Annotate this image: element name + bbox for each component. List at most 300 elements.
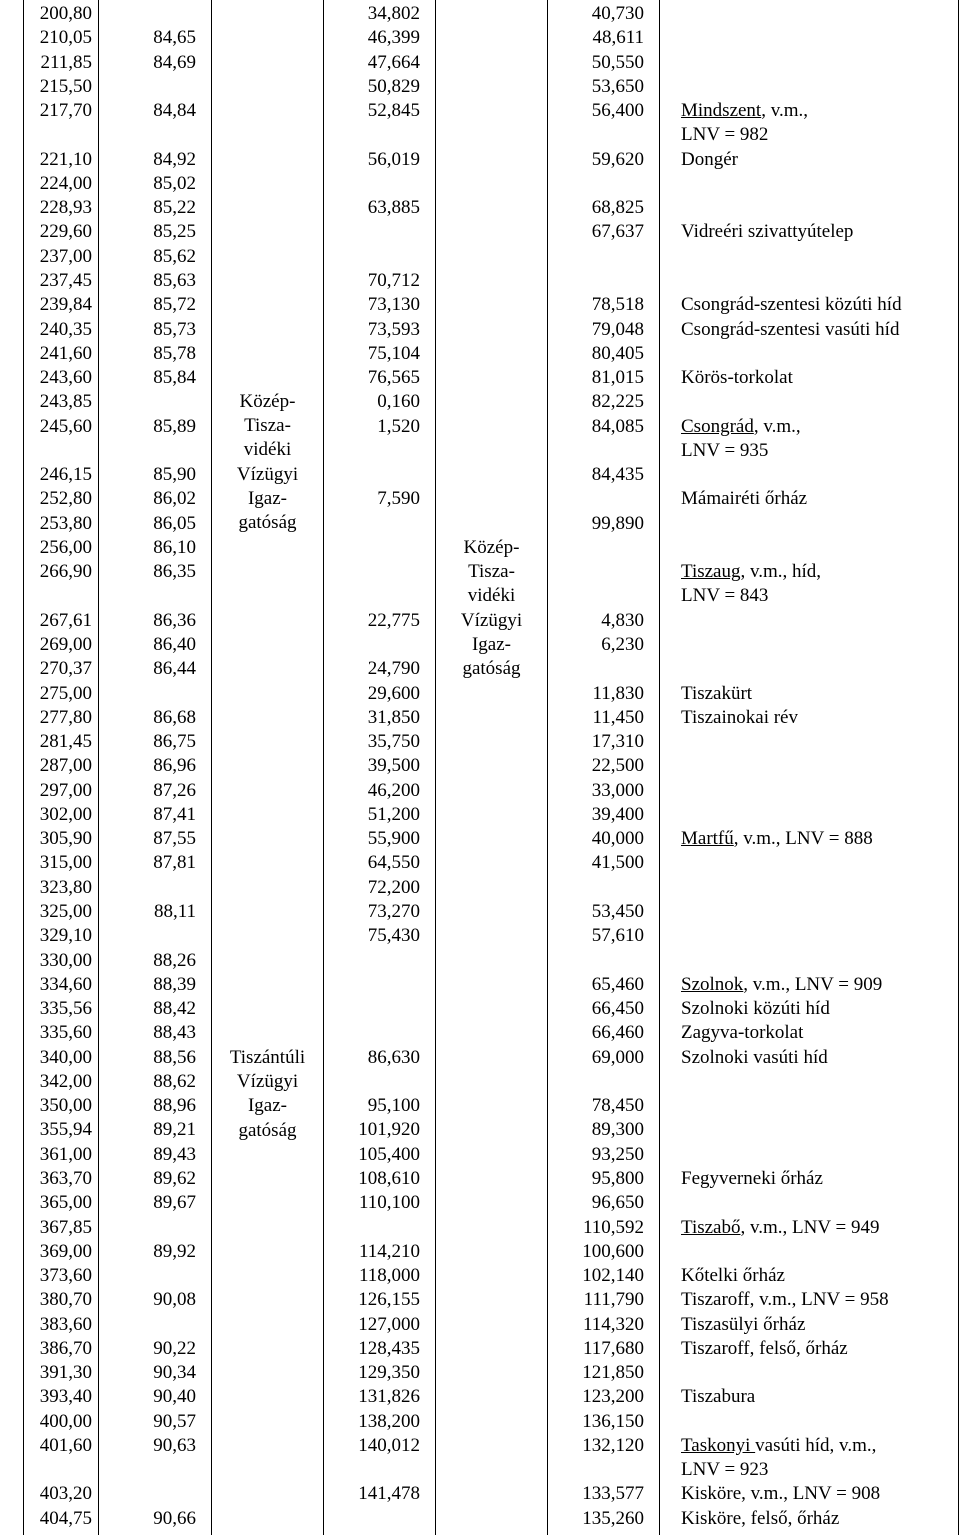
river-km-cell: 369,00 [39,1240,92,1262]
org-line: Igaz- [471,633,512,655]
section-km-cell: 131,826 [358,1386,420,1408]
river-km-cell: 367,85 [39,1216,92,1238]
note-text: Kisköre, v.m., LNV = 908 [681,1483,881,1505]
section-km-cell: 22,775 [367,609,420,631]
settlement-name: Tiszabő [681,1216,741,1238]
note-text: LNV = 843 [681,585,769,607]
table-row [0,1458,960,1482]
section2-km-cell: 59,620 [591,148,644,170]
section-km-cell: 55,900 [367,828,420,850]
river-km-cell: 330,00 [39,949,92,971]
settlement-name: Tiszaug [681,561,741,583]
water-level-cell: 85,72 [153,294,196,316]
settlement-name: Szolnok [681,973,744,995]
water-level-cell: 89,21 [153,1119,196,1141]
table-row [0,318,960,342]
section2-km-cell: 80,405 [591,342,644,364]
river-km-cell: 355,94 [39,1119,92,1141]
water-level-cell: 88,56 [153,1046,196,1068]
location-note-cell [681,1337,848,1361]
org-line: Vízügyi [460,609,523,631]
section2-km-cell: 41,500 [591,852,644,874]
note-text: Szolnoki közúti híd [681,998,830,1020]
river-km-cell: 228,93 [39,197,92,219]
water-level-cell: 85,73 [153,318,196,340]
table-row [0,1046,960,1070]
river-km-cell: 297,00 [39,779,92,801]
river-km-cell: 342,00 [39,1070,92,1092]
section-km-cell: 140,012 [358,1434,420,1456]
location-note-cell [681,1216,879,1240]
section2-km-cell: 89,300 [591,1119,644,1141]
river-km-cell: 246,15 [39,464,92,486]
table-row [0,172,960,196]
section-km-cell: 35,750 [367,731,420,753]
water-level-cell: 89,62 [153,1167,196,1189]
location-note-cell [681,1021,803,1045]
note-text: Dongér [681,148,738,170]
section2-km-cell: 111,790 [583,1289,644,1311]
note-text: vasúti híd, v.m., [755,1434,877,1456]
section-km-cell: 127,000 [358,1313,420,1335]
note-text: Kisköre, felső, őrház [681,1507,840,1529]
table-row [0,439,960,463]
location-note-cell [681,487,807,511]
table-row [0,1191,960,1215]
table-row [0,366,960,390]
river-km-cell: 401,60 [39,1434,92,1456]
section2-km-cell: 53,650 [591,75,644,97]
river-km-cell: 211,85 [40,51,92,73]
table-row [0,803,960,827]
river-km-cell: 340,00 [39,1046,92,1068]
table-row [0,1118,960,1142]
section-km-cell: 47,664 [367,51,420,73]
section2-km-cell: 69,000 [591,1046,644,1068]
river-km-cell: 287,00 [39,755,92,777]
section-km-cell: 7,590 [377,488,420,510]
section-km-cell: 86,630 [367,1046,420,1068]
table-row [0,245,960,269]
river-km-cell: 215,50 [39,75,92,97]
section2-km-cell: 68,825 [591,197,644,219]
section2-km-cell: 133,577 [582,1483,644,1505]
location-note-cell [681,1167,823,1191]
org-line: Tisza- [468,561,515,583]
section-km-cell: 138,200 [358,1410,420,1432]
note-text: , v.m., LNV = 949 [740,1216,880,1238]
org-line: Tisza- [244,415,291,437]
section2-km-cell: 67,637 [591,221,644,243]
section-km-cell: 108,610 [358,1167,420,1189]
section2-km-cell: 17,310 [591,731,644,753]
note-text: , v.m., [753,415,801,437]
section2-km-cell: 84,435 [591,464,644,486]
table-row [0,1482,960,1506]
river-km-cell: 221,10 [39,148,92,170]
section-km-cell: 46,200 [367,779,420,801]
water-level-cell: 89,92 [153,1240,196,1262]
section2-km-cell: 84,085 [591,415,644,437]
water-level-cell: 88,43 [153,1022,196,1044]
org-line: Igaz- [247,487,288,509]
water-level-cell: 90,34 [153,1362,196,1384]
river-km-cell: 275,00 [39,682,92,704]
location-note-cell [681,220,853,244]
table-row [0,1240,960,1264]
section2-km-cell: 100,600 [582,1240,644,1262]
water-level-cell: 84,69 [153,51,196,73]
location-note-cell [681,148,738,172]
location-note-cell [681,1046,828,1070]
table-row [0,1021,960,1045]
river-km-cell: 266,90 [39,561,92,583]
table-row [0,1070,960,1094]
location-note-cell [681,318,899,342]
table-row [0,415,960,439]
org-line: Közép- [239,391,296,412]
river-km-cell: 252,80 [39,488,92,510]
table-row [0,75,960,99]
river-km-cell: 281,45 [39,731,92,753]
river-km-cell: 217,70 [39,100,92,122]
section2-km-cell: 81,015 [591,367,644,389]
section2-km-cell: 110,592 [582,1216,644,1238]
water-level-cell: 85,25 [153,221,196,243]
table-row [0,730,960,754]
river-km-cell: 335,56 [39,998,92,1020]
table-row [0,1313,960,1337]
table-row [0,2,960,26]
section-km-cell: 114,210 [358,1240,420,1262]
location-note-cell [681,682,752,706]
section-km-cell: 50,829 [367,75,420,97]
section2-km-cell: 66,460 [591,1022,644,1044]
water-level-cell: 84,92 [153,148,196,170]
note-text: , v.m., LNV = 909 [743,973,883,995]
water-level-cell: 89,43 [153,1143,196,1165]
river-km-cell: 237,00 [39,245,92,267]
water-level-cell: 86,75 [153,731,196,753]
table-row [0,269,960,293]
settlement-name: Taskonyi [681,1434,756,1456]
table-row [0,1337,960,1361]
org-line: Tiszántúli [229,1047,306,1068]
table-row [0,390,960,414]
section2-km-cell: 123,200 [582,1386,644,1408]
river-km-cell: 325,00 [39,900,92,922]
table-row [0,26,960,50]
river-km-cell: 256,00 [39,536,92,558]
section2-km-cell: 40,730 [591,3,644,24]
section2-km-cell: 33,000 [591,779,644,801]
note-text: Tiszakürt [681,682,753,704]
org-label-kozep-tisza-2 [436,536,547,681]
org-line: vidéki [243,439,292,461]
settlement-name: Martfű [681,828,734,850]
river-km-cell: 350,00 [39,1095,92,1117]
water-level-cell: 88,39 [153,973,196,995]
location-note-cell [681,584,768,608]
water-level-cell: 85,62 [153,245,196,267]
location-note-cell [681,366,793,390]
section2-km-cell: 78,518 [591,294,644,316]
water-level-cell: 88,96 [153,1095,196,1117]
river-km-cell: 241,60 [39,342,92,364]
location-note-cell [681,415,801,439]
section-km-cell: 110,100 [358,1192,420,1214]
location-note-cell [681,1264,785,1288]
water-level-cell: 89,67 [153,1192,196,1214]
note-text: LNV = 923 [681,1459,769,1481]
table-row [0,924,960,948]
table-row [0,876,960,900]
river-km-cell: 224,00 [39,172,92,194]
river-km-cell: 323,80 [39,876,92,898]
location-note-cell [681,1507,839,1531]
river-km-cell: 267,61 [39,609,92,631]
section2-km-cell: 22,500 [591,755,644,777]
water-level-cell: 90,08 [153,1289,196,1311]
section2-km-cell: 114,320 [582,1313,644,1335]
section-km-cell: 63,885 [367,197,420,219]
river-km-cell: 329,10 [39,925,92,947]
section2-km-cell: 6,230 [601,634,644,656]
note-text: Tiszaroff, felső, őrház [681,1337,848,1359]
table-row [0,1385,960,1409]
water-level-cell: 88,42 [153,998,196,1020]
table-row [0,973,960,997]
water-level-cell: 84,84 [153,100,196,122]
water-level-cell: 84,65 [153,27,196,49]
section2-km-cell: 53,450 [591,900,644,922]
note-text: Csongrád-szentesi közúti híd [681,294,902,316]
section-km-cell: 46,399 [367,27,420,49]
table-row [0,779,960,803]
water-level-cell: 86,05 [153,512,196,534]
table-row [0,1094,960,1118]
org-line: Igaz- [247,1095,288,1117]
org-label-kozep-tisza-1 [212,390,323,535]
water-level-cell: 85,02 [153,172,196,194]
river-km-cell: 305,90 [39,828,92,850]
table-row [0,196,960,220]
water-level-cell: 86,36 [153,609,196,631]
section-km-cell: 126,155 [358,1289,420,1311]
table-row [0,1216,960,1240]
location-note-cell [681,293,902,317]
river-km-cell: 277,80 [39,706,92,728]
section2-km-cell: 78,450 [591,1095,644,1117]
table-row [0,706,960,730]
water-level-cell: 86,68 [153,706,196,728]
section2-km-cell: 121,850 [582,1362,644,1384]
water-level-cell: 88,26 [153,949,196,971]
org-line: gatóság [238,1119,297,1141]
location-note-cell [681,1385,755,1409]
table-row [0,342,960,366]
river-km-cell: 240,35 [39,318,92,340]
table-row [0,1410,960,1434]
org-line: gatóság [462,657,521,679]
water-level-cell: 90,63 [153,1434,196,1456]
table-row [0,1434,960,1458]
location-note-cell [681,439,768,463]
river-km-cell: 210,05 [39,27,92,49]
water-level-cell: 85,78 [153,342,196,364]
section2-km-cell: 40,000 [591,828,644,850]
table-row [0,1288,960,1312]
table-row [0,123,960,147]
note-text: Tiszabura [681,1386,756,1408]
note-text: Mámairéti őrház [681,488,808,510]
location-note-cell [681,99,808,123]
section2-km-cell: 4,830 [601,609,644,631]
section2-km-cell: 136,150 [582,1410,644,1432]
location-note-cell [681,123,768,147]
org-line: Vízügyi [236,463,299,485]
settlement-name: Mindszent [681,100,762,122]
section-km-cell: 72,200 [367,876,420,898]
section2-km-cell: 132,120 [582,1434,644,1456]
settlement-name: Csongrád [681,415,754,437]
location-note-cell [681,1288,889,1312]
section2-km-cell: 82,225 [591,391,644,413]
water-level-cell: 90,22 [153,1337,196,1359]
org-line: Vízügyi [236,1071,299,1093]
note-text: LNV = 935 [681,439,769,461]
table-row [0,220,960,244]
section2-km-cell: 66,450 [591,998,644,1020]
section-km-cell: 75,104 [367,342,420,364]
section2-km-cell: 135,260 [582,1507,644,1529]
org-line: Közép- [463,537,520,558]
table-row [0,148,960,172]
section2-km-cell: 99,890 [591,512,644,534]
note-text: Csongrád-szentesi vasúti híd [681,318,900,340]
table-row [0,682,960,706]
table-row [0,1167,960,1191]
river-km-cell: 386,70 [39,1337,92,1359]
location-note-cell [681,560,821,584]
river-km-cell: 361,00 [39,1143,92,1165]
section-km-cell: 76,565 [367,367,420,389]
section-km-cell: 95,100 [367,1095,420,1117]
section-km-cell: 24,790 [367,658,420,680]
water-level-cell: 85,90 [153,464,196,486]
river-km-cell: 315,00 [39,852,92,874]
section2-km-cell: 11,450 [592,706,644,728]
note-text: Tiszasülyi őrház [681,1313,806,1335]
water-level-cell: 90,57 [153,1410,196,1432]
section-km-cell: 70,712 [367,269,420,291]
river-km-cell: 391,30 [39,1362,92,1384]
river-km-cell: 400,00 [39,1410,92,1432]
note-text: , v.m., [761,100,809,122]
table-row [0,463,960,487]
water-level-cell: 86,44 [153,658,196,680]
section-km-cell: 34,802 [367,3,420,24]
river-km-cell: 404,75 [39,1507,92,1529]
table-row [0,1507,960,1531]
water-level-cell: 86,35 [153,561,196,583]
table-row [0,512,960,536]
section2-km-cell: 96,650 [591,1192,644,1214]
note-text: Vidreéri szivattyútelep [681,221,854,243]
section2-km-cell: 117,680 [582,1337,644,1359]
section-km-cell: 64,550 [367,852,420,874]
section2-km-cell: 50,550 [591,51,644,73]
table-row [0,51,960,75]
river-km-cell: 363,70 [39,1167,92,1189]
section-km-cell: 39,500 [367,755,420,777]
section2-km-cell: 79,048 [591,318,644,340]
water-level-cell: 86,96 [153,755,196,777]
note-text: Kőtelki őrház [681,1265,785,1287]
section2-km-cell: 48,611 [592,27,644,49]
water-level-cell: 86,10 [153,536,196,558]
note-text: Zagyva-torkolat [681,1022,804,1044]
section2-km-cell: 102,140 [582,1265,644,1287]
section-km-cell: 73,130 [367,294,420,316]
river-km-cell: 380,70 [39,1289,92,1311]
location-note-cell [681,973,882,997]
water-level-cell: 85,84 [153,367,196,389]
water-level-cell: 87,55 [153,828,196,850]
river-km-cell: 239,84 [39,294,92,316]
table-row [0,754,960,778]
section-km-cell: 105,400 [358,1143,420,1165]
section-km-cell: 75,430 [367,925,420,947]
river-km-cell: 365,00 [39,1192,92,1214]
table-row [0,1143,960,1167]
water-level-cell: 87,41 [153,803,196,825]
location-note-cell [681,827,873,851]
section2-km-cell: 95,800 [591,1167,644,1189]
table-row [0,99,960,123]
section-km-cell: 51,200 [367,803,420,825]
river-km-cell: 334,60 [39,973,92,995]
table-row [0,293,960,317]
section-km-cell: 129,350 [358,1362,420,1384]
note-text: Szolnoki vasúti híd [681,1046,828,1068]
water-level-cell: 85,63 [153,269,196,291]
org-line: gatóság [238,511,297,533]
section2-km-cell: 65,460 [591,973,644,995]
river-km-cell: 373,60 [39,1265,92,1287]
table-row [0,1361,960,1385]
section-km-cell: 52,845 [367,100,420,122]
note-text: Tiszaroff, v.m., LNV = 958 [681,1289,889,1311]
river-km-cell: 269,00 [39,634,92,656]
river-km-cell: 302,00 [39,803,92,825]
section-km-cell: 1,520 [377,415,420,437]
water-level-cell: 90,40 [153,1386,196,1408]
note-text: , v.m., LNV = 888 [733,828,873,850]
river-km-cell: 200,80 [39,3,92,24]
note-text: , v.m., híd, [740,561,822,583]
water-level-cell: 88,62 [153,1070,196,1092]
table-row [0,487,960,511]
note-text: LNV = 982 [681,124,769,146]
water-level-cell: 86,02 [153,488,196,510]
section-km-cell: 128,435 [358,1337,420,1359]
river-km-cell: 393,40 [39,1386,92,1408]
table-row [0,949,960,973]
note-text: Körös-torkolat [681,367,793,389]
table-row [0,997,960,1021]
water-level-cell: 87,26 [153,779,196,801]
